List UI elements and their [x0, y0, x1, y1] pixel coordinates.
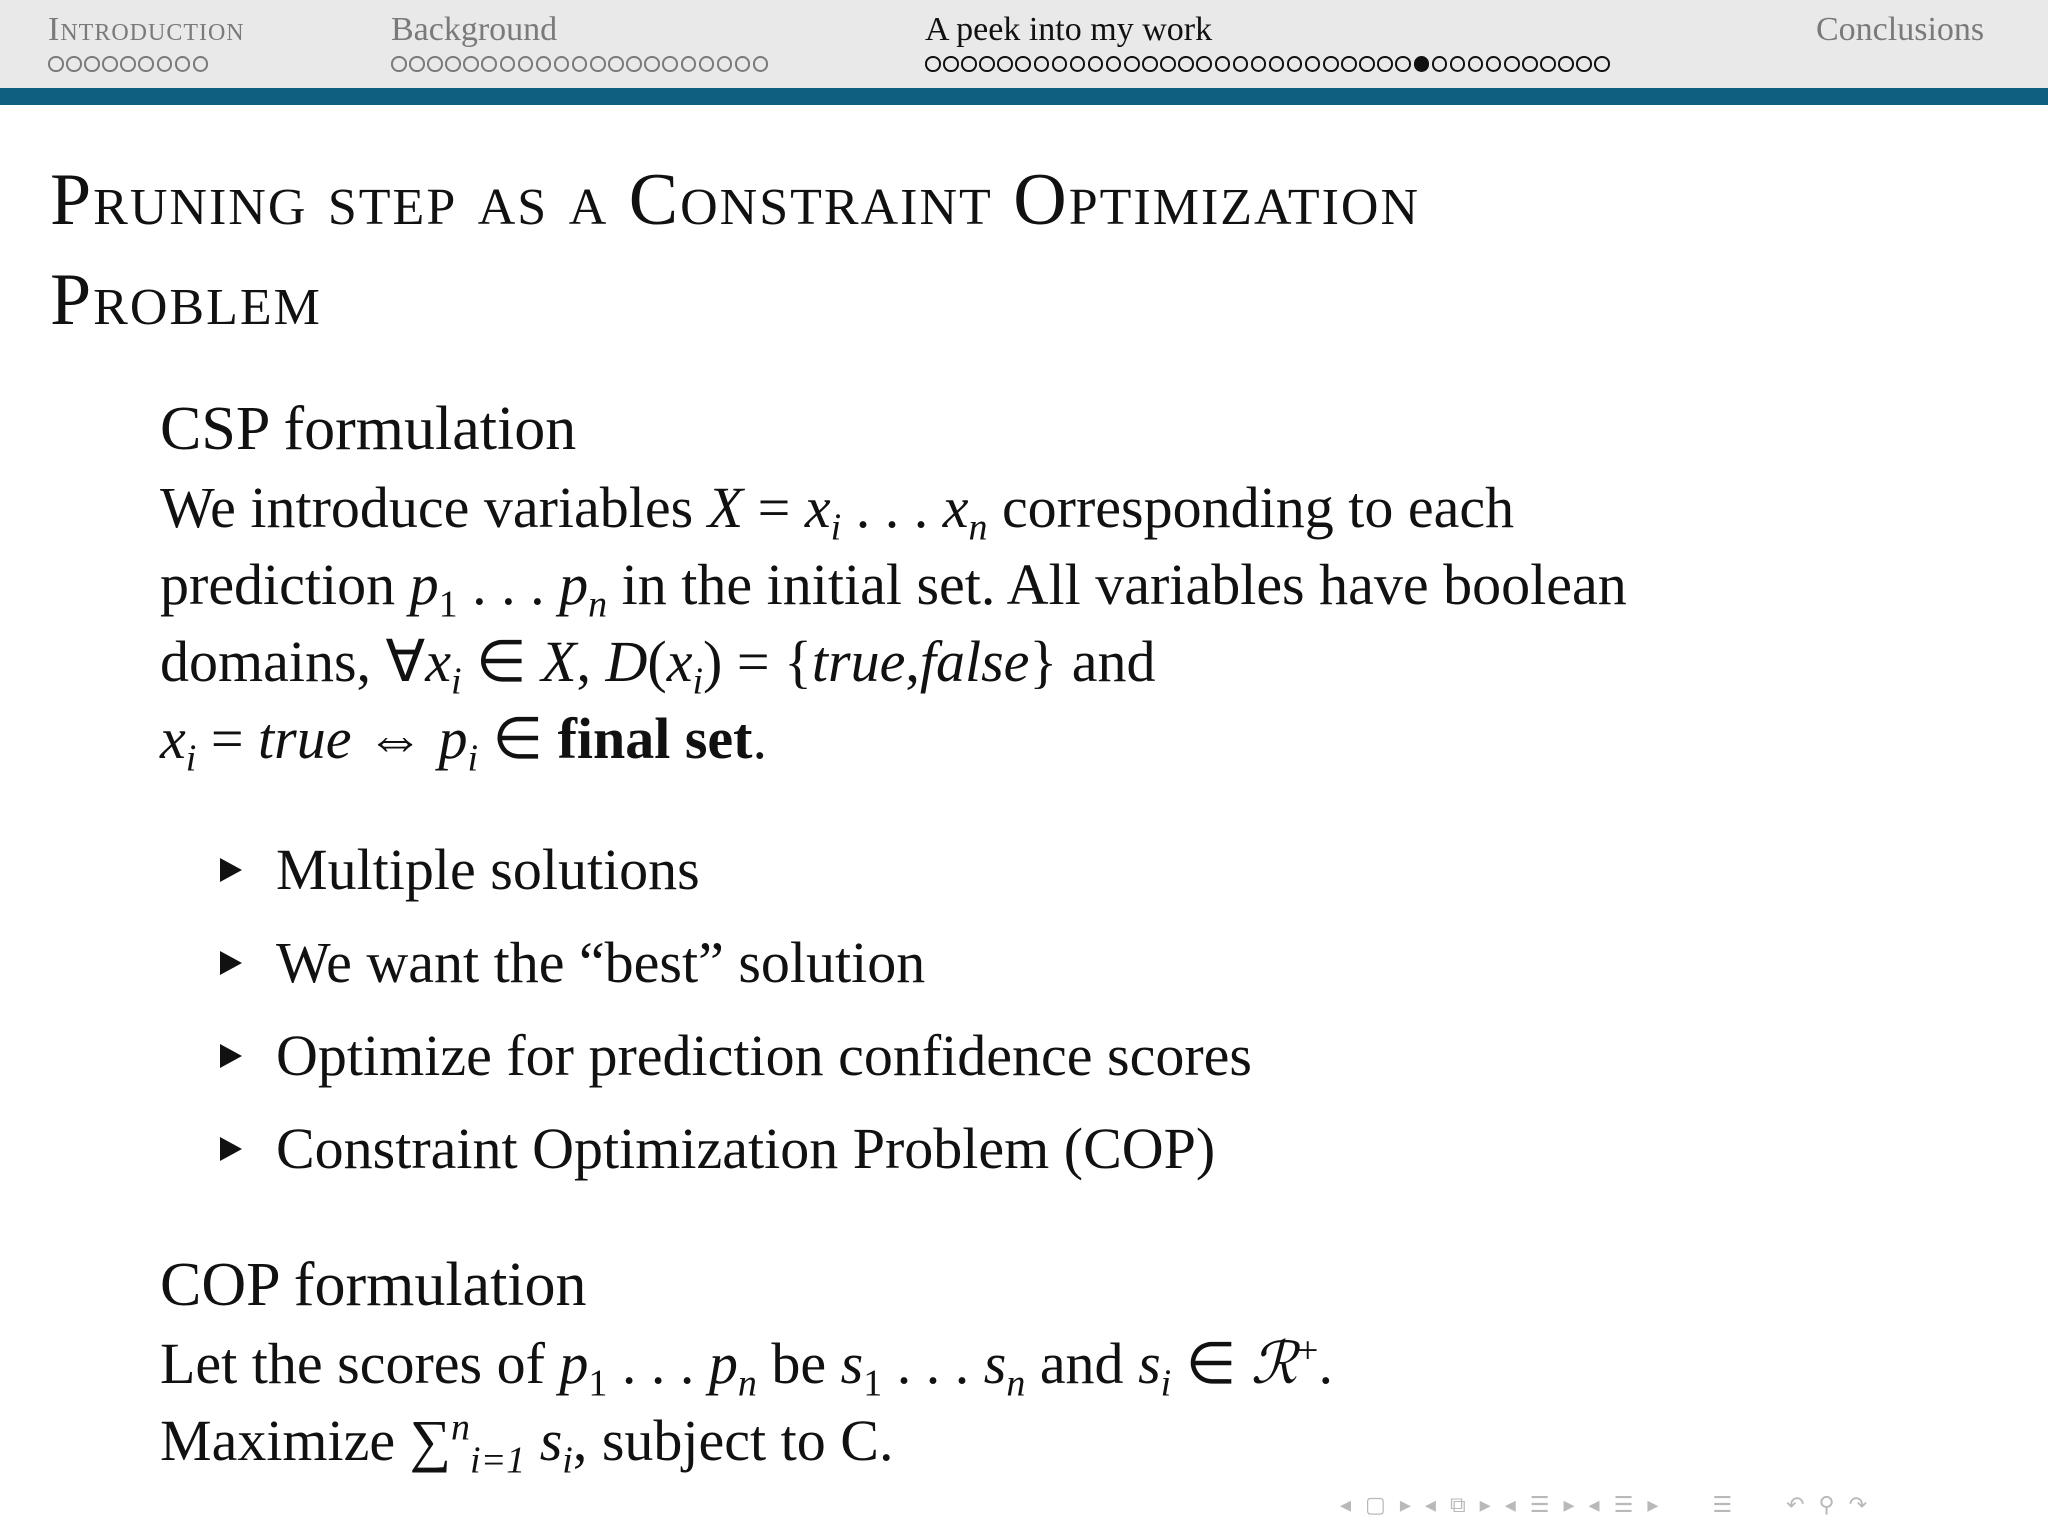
triangle-bullet-icon — [220, 1137, 242, 1161]
nav-dot[interactable] — [1070, 56, 1086, 72]
toc-icon[interactable]: ☰ — [1712, 1492, 1733, 1518]
bullet-list — [220, 823, 1252, 1195]
nav-dot[interactable] — [1594, 56, 1610, 72]
frame-prev-icon[interactable]: ◂ — [1340, 1492, 1352, 1518]
nav-dot[interactable] — [1196, 56, 1212, 72]
nav-dot[interactable] — [662, 56, 678, 72]
nav-dot[interactable] — [979, 56, 995, 72]
nav-dot[interactable] — [445, 56, 461, 72]
nav-dot[interactable] — [1504, 56, 1520, 72]
cop-body — [160, 1325, 1960, 1482]
nav-dot[interactable] — [572, 56, 588, 72]
nav-dot[interactable] — [193, 56, 209, 72]
cop-heading: COP formulation — [160, 1251, 587, 1319]
nav-dot[interactable] — [1215, 56, 1231, 72]
nav-dot[interactable] — [554, 56, 570, 72]
triangle-bullet-icon — [220, 858, 242, 882]
nav-dot[interactable] — [536, 56, 552, 72]
nav-dot[interactable] — [1052, 56, 1068, 72]
nav-dot[interactable] — [1341, 56, 1357, 72]
nav-dot[interactable] — [518, 56, 534, 72]
nav-dot[interactable] — [1377, 56, 1393, 72]
nav-dot[interactable] — [1323, 56, 1339, 72]
nav-dots — [48, 56, 245, 72]
subsection-prev-icon[interactable]: ◂ — [1424, 1492, 1436, 1518]
section-next-icon[interactable]: ▸ — [1563, 1492, 1575, 1518]
nav-dot[interactable] — [1558, 56, 1574, 72]
bullet-item: Constraint Optimization Problem (COP) — [220, 1102, 1252, 1195]
nav-dot[interactable] — [943, 56, 959, 72]
forward-icon[interactable]: ↷ — [1848, 1492, 1868, 1518]
subsection-next-icon[interactable]: ▸ — [1479, 1492, 1491, 1518]
nav-dots — [925, 56, 1610, 72]
nav-dot[interactable] — [1233, 56, 1249, 72]
nav-dot-current[interactable] — [1414, 56, 1430, 72]
nav-dot[interactable] — [1486, 56, 1502, 72]
nav-dot[interactable] — [1142, 56, 1158, 72]
nav-dot[interactable] — [1269, 56, 1285, 72]
frame-icon[interactable]: ▢ — [1365, 1492, 1386, 1518]
nav-dot[interactable] — [1124, 56, 1140, 72]
nav-section-peek-into-my-work[interactable] — [925, 10, 1610, 72]
header-navigation — [0, 0, 2048, 88]
nav-dot[interactable] — [1178, 56, 1194, 72]
bullet-item: We want the “best” solution — [220, 916, 1252, 1009]
nav-dot[interactable] — [120, 56, 136, 72]
nav-dot[interactable] — [1395, 56, 1411, 72]
nav-dot[interactable] — [1034, 56, 1050, 72]
nav-dot[interactable] — [735, 56, 751, 72]
csp-body — [160, 469, 1960, 780]
nav-dot[interactable] — [48, 56, 64, 72]
nav-section-background[interactable] — [391, 10, 768, 72]
nav-dot[interactable] — [608, 56, 624, 72]
nav-section-conclusions[interactable] — [1816, 10, 1984, 50]
nav-dot[interactable] — [1160, 56, 1176, 72]
nav-dot[interactable] — [1540, 56, 1556, 72]
nav-dot[interactable] — [1088, 56, 1104, 72]
nav-dot[interactable] — [500, 56, 516, 72]
nav-section-label: Background — [391, 11, 558, 48]
slide-title-line2: Problem — [50, 259, 322, 341]
frame-next-icon[interactable]: ▸ — [1399, 1492, 1411, 1518]
nav-dot[interactable] — [84, 56, 100, 72]
nav-dot[interactable] — [753, 56, 769, 72]
triangle-bullet-icon — [220, 951, 242, 975]
nav-dot[interactable] — [997, 56, 1013, 72]
nav-dot[interactable] — [1251, 56, 1267, 72]
back-icon[interactable]: ↶ — [1786, 1492, 1805, 1518]
nav-section-label: Introduction — [48, 11, 245, 48]
header-rule — [0, 88, 2048, 105]
nav-dot[interactable] — [102, 56, 118, 72]
nav-dot[interactable] — [463, 56, 479, 72]
slide-title — [50, 150, 2010, 350]
nav-dot[interactable] — [1522, 56, 1538, 72]
nav-dot[interactable] — [1305, 56, 1321, 72]
csp-line-1: We introduce variables $X = x_i$ . . . $x_n$ corresponding to each — [160, 475, 1515, 549]
cop-line-1: Let the scores of $p_1$ . . . $p_n$ be $s_1$ . . . $s_n$ and $s_i$ ∈ ℛ+. — [160, 1329, 1333, 1405]
nav-dots — [391, 56, 768, 72]
nav-dot[interactable] — [644, 56, 660, 72]
nav-dot[interactable] — [175, 56, 191, 72]
nav-dot[interactable] — [409, 56, 425, 72]
nav-section-label: Conclusions — [1816, 11, 1985, 48]
nav-dot[interactable] — [1015, 56, 1031, 72]
nav-dot[interactable] — [961, 56, 977, 72]
nav-dot[interactable] — [1576, 56, 1592, 72]
search-icon[interactable]: ⚲ — [1818, 1492, 1835, 1518]
nav-section-label: A peek into my work — [925, 11, 1213, 48]
csp-line-2: prediction $p_1$ . . . $p_n$ in the initial set. All variables have boolean — [160, 552, 1627, 626]
subsubsection-next-icon[interactable]: ▸ — [1647, 1492, 1659, 1518]
bullet-item: Optimize for prediction confidence scores — [220, 1009, 1252, 1102]
nav-dot[interactable] — [1359, 56, 1375, 72]
cop-line-2: Maximize ∑$^n_{i=1}$ $s_i$, subject to C. — [160, 1406, 894, 1482]
nav-dot[interactable] — [391, 56, 407, 72]
nav-dot[interactable] — [427, 56, 443, 72]
nav-dot[interactable] — [1287, 56, 1303, 72]
nav-dot[interactable] — [590, 56, 606, 72]
nav-dot[interactable] — [138, 56, 154, 72]
section-prev-icon[interactable]: ◂ — [1504, 1492, 1516, 1518]
nav-dot[interactable] — [699, 56, 715, 72]
subsubsection-icon[interactable]: ☰ — [1613, 1492, 1634, 1518]
nav-dot[interactable] — [925, 56, 941, 72]
section-icon[interactable]: ☰ — [1529, 1492, 1550, 1518]
slide-title-line1: Pruning step as a Constraint Optimization — [50, 159, 1421, 241]
nav-dot[interactable] — [626, 56, 642, 72]
nav-dot[interactable] — [481, 56, 497, 72]
nav-dot[interactable] — [1106, 56, 1122, 72]
triangle-bullet-icon — [220, 1044, 242, 1068]
nav-section-introduction[interactable] — [48, 10, 245, 72]
csp-heading: CSP formulation — [160, 395, 577, 463]
nav-dot[interactable] — [1450, 56, 1466, 72]
nav-dot[interactable] — [66, 56, 82, 72]
subsubsection-prev-icon[interactable]: ◂ — [1588, 1492, 1600, 1518]
nav-dot[interactable] — [1432, 56, 1448, 72]
nav-dot[interactable] — [681, 56, 697, 72]
nav-dot[interactable] — [717, 56, 733, 72]
csp-line-4: $x_i$ = true ⇔ $p_i$ ∈ final set. — [160, 706, 767, 780]
nav-dot[interactable] — [1468, 56, 1484, 72]
nav-dot[interactable] — [157, 56, 173, 72]
bullet-item: Multiple solutions — [220, 823, 1252, 916]
beamer-navigation-symbols — [1340, 1488, 1867, 1522]
subsection-icon[interactable]: ⧉ — [1449, 1492, 1466, 1518]
csp-line-3: domains, $\forall x_i$ ∈ X, $D(x_i)$ = {true,false} and — [160, 629, 1156, 703]
